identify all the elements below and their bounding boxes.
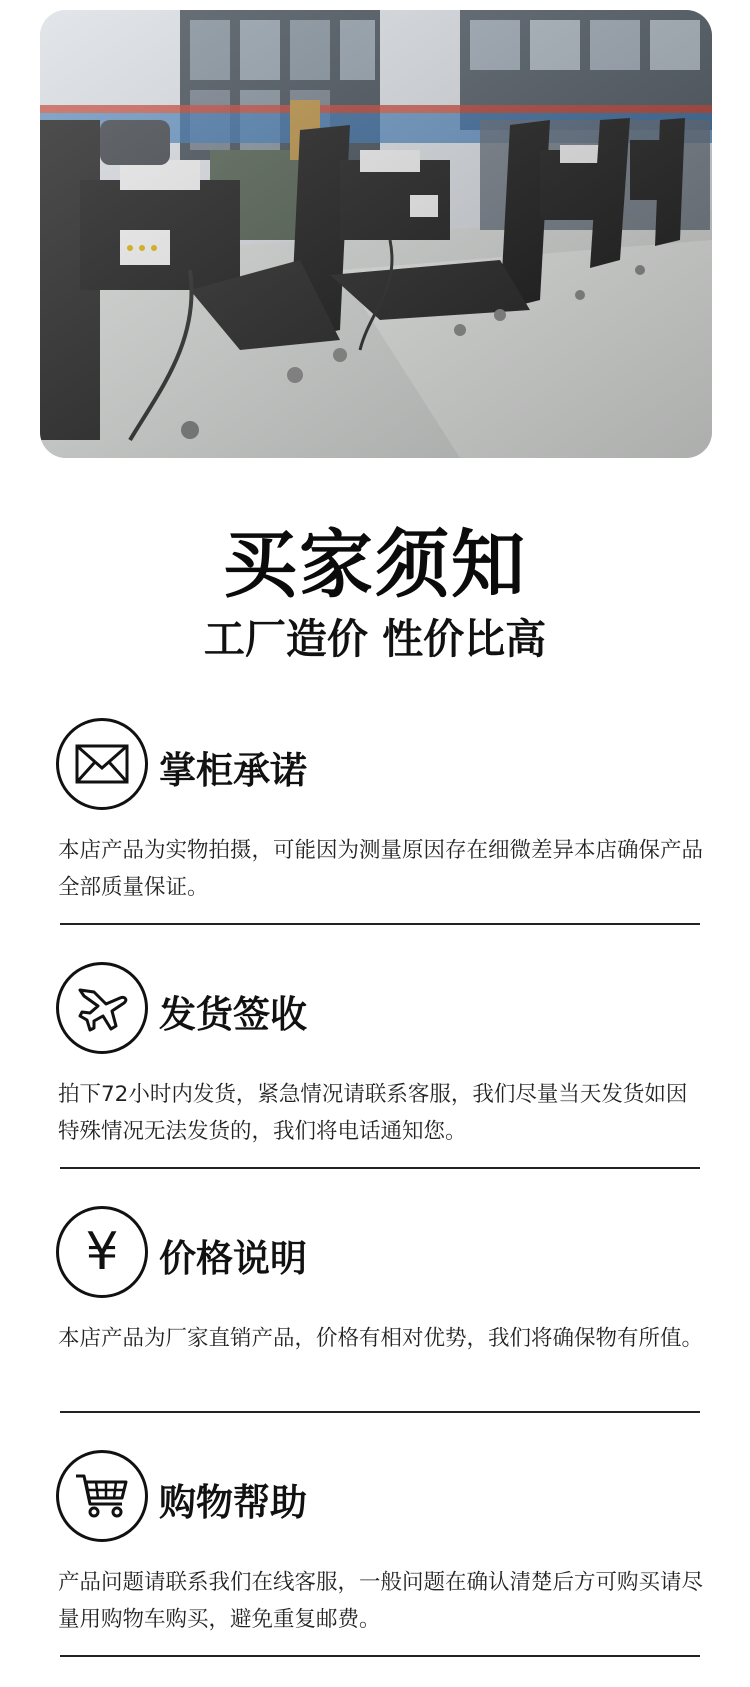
- divider: [60, 1411, 700, 1413]
- section-body: 本店产品为实物拍摄，可能因为测量原因存在细微差异本店确保产品全部质量保证。: [58, 838, 704, 900]
- section-shipping: [0, 962, 750, 1206]
- section-title: 购物帮助: [159, 1481, 307, 1524]
- factory-photo-illustration: [40, 10, 712, 458]
- divider: [60, 1167, 700, 1169]
- section-title: 发货签收: [159, 993, 307, 1036]
- page-title: 买家须知: [223, 522, 527, 608]
- section-title: 价格说明: [159, 1237, 307, 1280]
- section-shopping-help: [0, 1450, 750, 1687]
- divider: [60, 1655, 700, 1657]
- section-pricing: [0, 1206, 750, 1450]
- airplane-icon: [56, 962, 148, 1054]
- hero-photo: [40, 10, 712, 458]
- divider: [60, 923, 700, 925]
- section-seller-promise: [0, 718, 750, 962]
- yen-icon: ¥: [56, 1206, 148, 1298]
- section-body: 拍下72小时内发货，紧急情况请联系客服，我们尽量当天发货如因特殊情况无法发货的，我们将电话通知您。: [58, 1082, 688, 1144]
- envelope-icon: [56, 718, 148, 810]
- section-body: 产品问题请联系我们在线客服，一般问题在确认清楚后方可购买请尽量用购物车购买，避免重复邮费。: [58, 1570, 704, 1632]
- shopping-cart-icon: [56, 1450, 148, 1542]
- section-title: 掌柜承诺: [159, 749, 307, 792]
- page-subtitle: 工厂造价 性价比高: [203, 615, 547, 663]
- section-body: 本店产品为厂家直销产品，价格有相对优势，我们将确保物有所值。: [58, 1326, 704, 1351]
